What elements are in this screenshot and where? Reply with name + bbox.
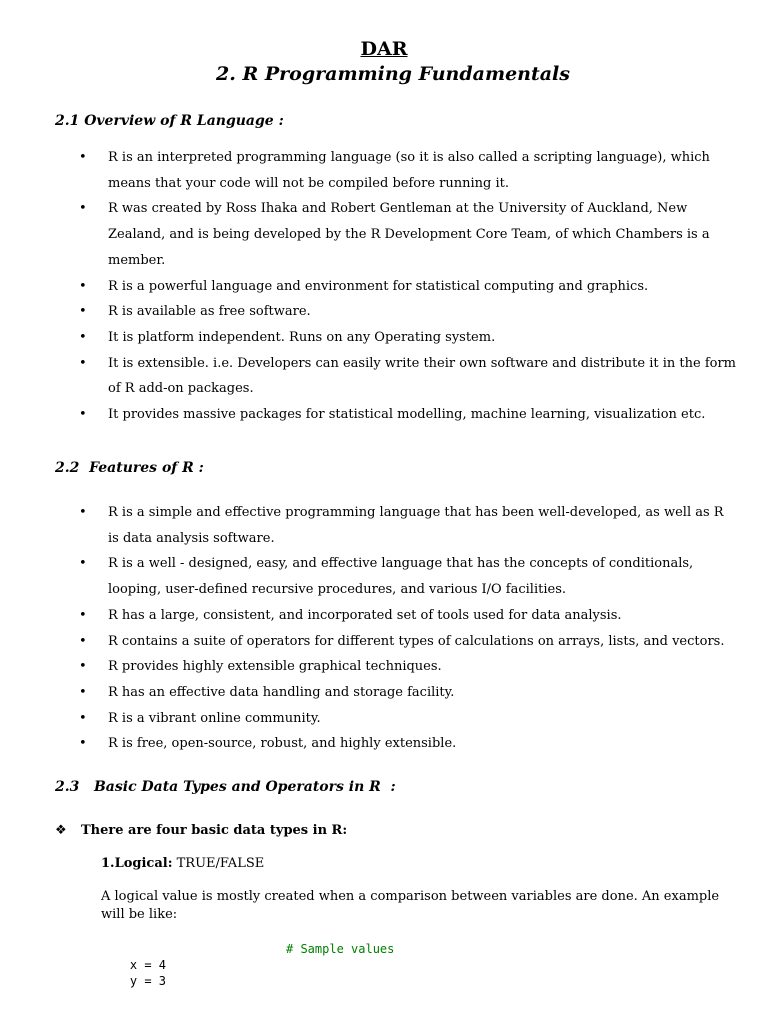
document-title: DAR — [360, 38, 408, 60]
list-item: • R is a vibrant online community. — [0, 706, 768, 732]
list-item: • R provides highly extensible graphical techniques. — [0, 654, 768, 680]
overview-bullet-list — [0, 145, 768, 428]
list-item: • R is free, open-source, robust, and highly extensible. — [0, 731, 768, 757]
list-item: • R has an effective data handling and storage facility. — [0, 680, 768, 706]
code-text: y = 3 — [129, 974, 167, 988]
code-comment: # Sample values — [286, 942, 395, 956]
features-bullet-list — [0, 500, 768, 757]
logical-type-heading — [101, 854, 264, 874]
section-heading-features: 2.2 Features of R : — [55, 460, 204, 476]
list-item: • R was created by Ross Ihaka and Robert Gentleman at the University of Auckland, New Zealand, and is being developed by the R Development Core Team, of which Chambers is a member. — [0, 196, 768, 273]
document-subtitle: 2. R Programming Fundamentals — [216, 63, 570, 85]
list-item: • It provides massive packages for statistical modelling, machine learning, visualization etc. — [0, 402, 768, 428]
data-types-intro-text: There are four basic data types in R: — [81, 823, 348, 838]
logical-type-paragraph: A logical value is mostly created when a comparison between variables are done. An example will be like: — [101, 889, 720, 922]
diamond-bullet-icon: ❖ — [55, 823, 67, 838]
list-item: • R has a large, consistent, and incorporated set of tools used for data analysis. — [0, 603, 768, 629]
section-heading-overview: 2.1 Overview of R Language : — [55, 113, 284, 129]
section-heading-data-types: 2.3 Basic Data Types and Operators in R : — [55, 779, 396, 795]
list-item: • It is platform independent. Runs on any Operating system. — [0, 325, 768, 351]
code-text: x = 4 — [129, 958, 167, 972]
logical-type-label: 1.Logical: — [101, 856, 173, 871]
list-item: • R is an interpreted programming language (so it is also called a scripting language), which means that your code will not be compiled before running it. — [0, 145, 768, 196]
list-item: • R is a powerful language and environment for statistical computing and graphics. — [0, 274, 768, 300]
list-item: • R is a simple and effective programming language that has been well-developed, as well as R is data analysis software. — [0, 500, 768, 551]
list-item: • R is a well - designed, easy, and effective language that has the concepts of conditionals, looping, user-defined recursive procedures, and various I/O facilities. — [0, 551, 768, 602]
data-types-intro — [55, 821, 347, 841]
logical-type-value: TRUE/FALSE — [172, 856, 265, 871]
list-item: • R contains a suite of operators for different types of calculations on arrays, lists, and vectors. — [0, 629, 768, 655]
list-item: • R is available as free software. — [0, 299, 768, 325]
list-item: • It is extensible. i.e. Developers can easily write their own software and distribute it in the form of R add-on packages. — [0, 351, 768, 402]
code-line — [101, 957, 166, 1005]
